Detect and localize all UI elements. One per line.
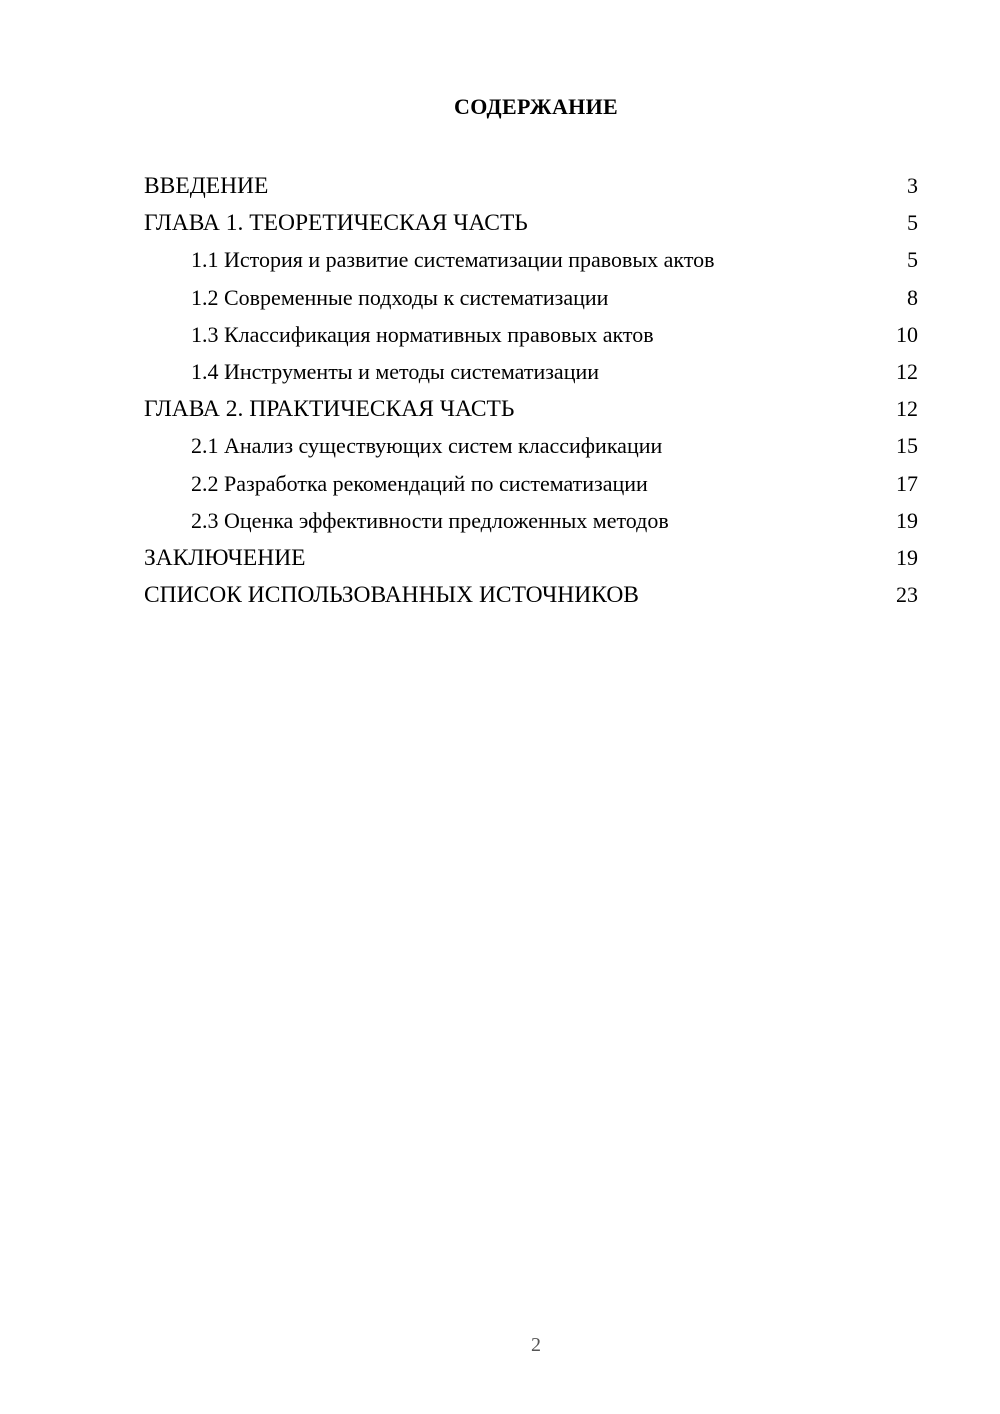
toc-entry-label: ЗАКЛЮЧЕНИЕ: [144, 544, 306, 571]
toc-entry-section-2-1: [144, 427, 918, 464]
toc-entry-label: ГЛАВА 1. ТЕОРЕТИЧЕСКАЯ ЧАСТЬ: [144, 210, 528, 237]
toc-entry-page: 23: [896, 582, 918, 608]
toc-entry-page: 5: [907, 210, 918, 236]
toc-entry-section-1-2: [144, 279, 918, 316]
toc-entry-section-1-4: [144, 353, 918, 390]
toc-entry-chapter-1: [144, 204, 918, 241]
toc-entry-references: [144, 576, 918, 613]
toc-entry-page: 17: [896, 470, 918, 496]
toc-entry-page: 5: [907, 247, 918, 273]
toc-entry-page: 15: [896, 433, 918, 459]
page-number: 2: [531, 1334, 541, 1356]
toc-title: СОДЕРЖАНИЕ: [454, 94, 618, 119]
toc-entry-label: 1.3 Классификация нормативных правовых актов: [191, 321, 654, 347]
toc-entry-conclusion: [144, 539, 918, 576]
toc-entry-page: 3: [907, 173, 918, 198]
toc-entry-page: 12: [896, 358, 918, 384]
toc-entry-page: 19: [896, 544, 918, 570]
toc-entry-label: 1.1 История и развитие систематизации правовых актов: [191, 247, 715, 273]
toc-entry-section-1-1: [144, 241, 918, 278]
toc-entry-introduction: [144, 167, 918, 204]
toc-entry-page: 19: [896, 507, 918, 533]
toc-entry-section-2-2: [144, 465, 918, 502]
toc-entry-section-2-3: [144, 502, 918, 539]
toc-entry-section-1-3: [144, 316, 918, 353]
toc-entry-page: 8: [907, 284, 918, 310]
toc-entry-page: 10: [896, 321, 918, 347]
toc-entry-label: 1.2 Современные подходы к систематизации: [191, 284, 609, 310]
toc-entry-label: 2.1 Анализ существующих систем классификации: [191, 433, 663, 459]
table-of-contents: [144, 167, 918, 613]
toc-entry-label: ГЛАВА 2. ПРАКТИЧЕСКАЯ ЧАСТЬ: [144, 396, 515, 423]
toc-entry-label: 2.3 Оценка эффективности предложенных методов: [191, 507, 669, 533]
toc-entry-label: ВВЕДЕНИЕ: [144, 173, 269, 199]
toc-entry-chapter-2: [144, 390, 918, 427]
toc-entry-page: 12: [896, 396, 918, 422]
toc-entry-label: СПИСОК ИСПОЛЬЗОВАННЫХ ИСТОЧНИКОВ: [144, 582, 639, 609]
toc-entry-label: 2.2 Разработка рекомендаций по систематизации: [191, 470, 648, 496]
toc-entry-label: 1.4 Инструменты и методы систематизации: [191, 358, 600, 384]
